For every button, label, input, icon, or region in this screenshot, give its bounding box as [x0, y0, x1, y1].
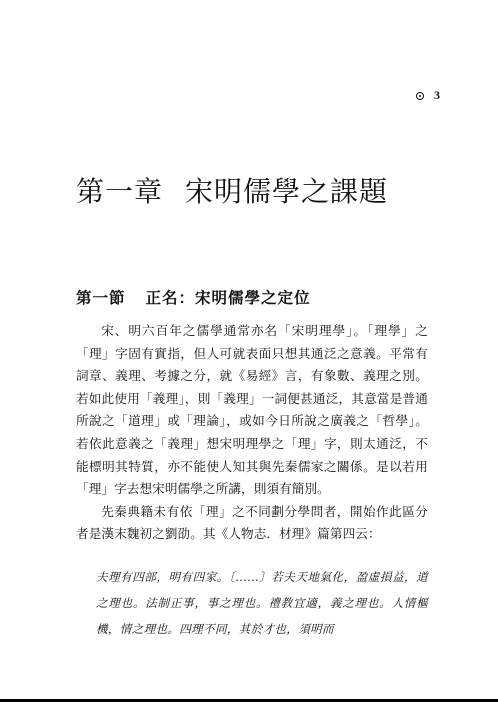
section-title: 正名：宋明儒學之定位: [145, 289, 311, 307]
body-text: [76, 320, 428, 642]
section-heading: [76, 286, 311, 308]
paragraph: 先秦典籍未有依「理」之不同劃分學問者，開始作此區分者是漢末魏初之劉劭。其《人物志．材理》篇第四云：: [76, 503, 428, 542]
block-quote: 夫理有四部，明有四家。〔……〕若夫天地氣化，盈虛損益，道之理也。法制正事，事之理也。禮教宜適，義之理也。人情樞機，情之理也。四理不同，其於才也，須明而: [96, 569, 428, 636]
page-header: [416, 88, 440, 103]
circle-ornament-icon: [416, 92, 424, 100]
paragraph: 宋、明六百年之儒學通常亦名「宋明理學」。「理學」之「理」字固有實指，但人可就表面只想其通泛之意義。平常有詞章、義理、考據之分，就《易經》言，有象數、義理之別。若如此使用「義理」，則「義理」一詞便甚通泛，其意當是普通所說之「道理」或「理論」，或如今日所說之廣義之「哲學」。若依此意義之「義理」想宋明理學之「理」字，則太通泛，不能標明其特質，亦不能使人知其與先秦儒家之關係。是以若用「理」字去想宋明儒學之所講，則須有簡別。: [76, 323, 428, 497]
chapter-title: 宋明儒學之課題: [185, 175, 389, 208]
page-number: 3: [434, 88, 440, 102]
chapter-number: 第一章: [76, 175, 164, 208]
section-number: 第一節: [76, 289, 126, 307]
chapter-heading: [76, 170, 388, 210]
